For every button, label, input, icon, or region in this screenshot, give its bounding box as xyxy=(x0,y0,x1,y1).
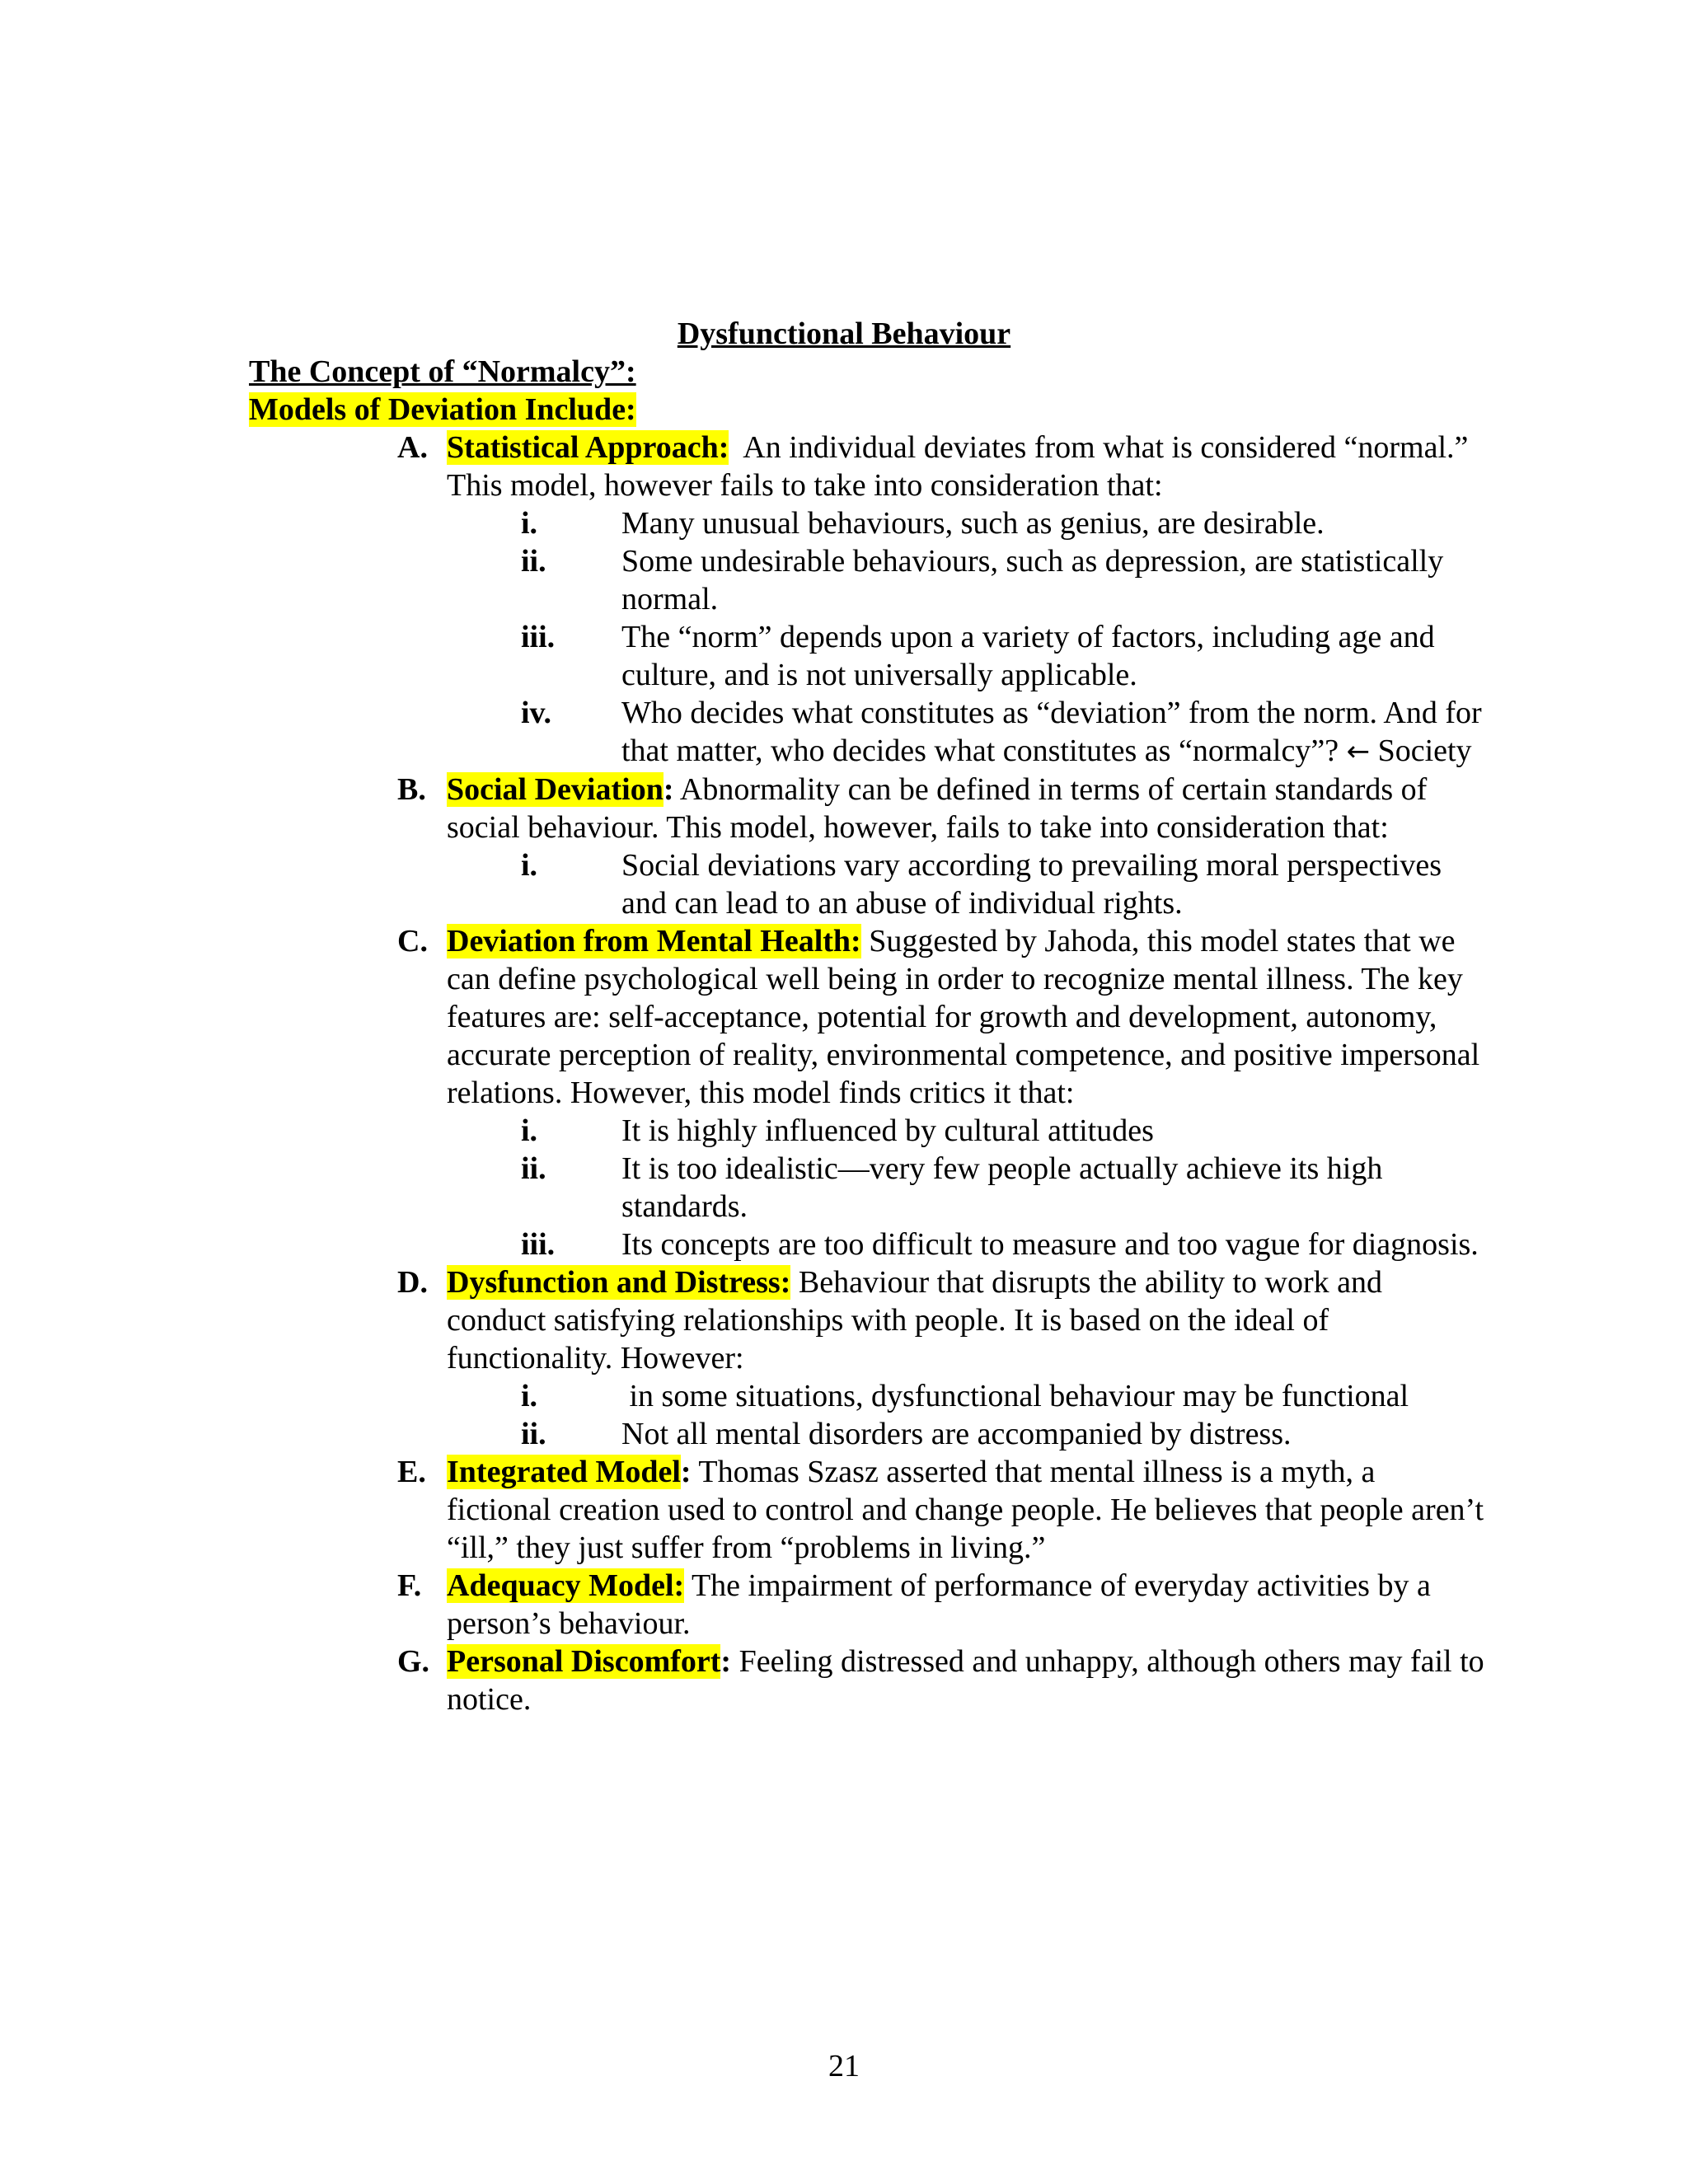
sub-point-text: The “norm” depends upon a variety of factors, including age and culture, and is not universally applicable. xyxy=(621,620,1443,692)
sub-point-number: ii. xyxy=(521,544,546,579)
sub-point xyxy=(397,694,1490,771)
model-label: Dysfunction and Distress: xyxy=(447,1265,791,1300)
model-letter: F. xyxy=(397,1568,422,1603)
page-number: 21 xyxy=(828,2049,860,2083)
model-letter: E. xyxy=(397,1455,426,1489)
sub-point xyxy=(397,1226,1485,1263)
model-label-colon: : xyxy=(720,1644,732,1679)
model-item xyxy=(397,922,1488,1112)
sub-point-number: i. xyxy=(521,848,538,883)
model-label-colon: : xyxy=(680,1455,692,1489)
sub-point-answer: Society xyxy=(1370,733,1472,768)
sub-point xyxy=(397,542,1485,618)
sub-point-text: It is too idealistic—very few people actually achieve its high standards. xyxy=(621,1151,1390,1224)
model-description: Thomas Szasz asserted that mental illness is a myth, a fictional creation used to control and change people. He believes that people aren’t “ill,” they just suffer from “problems in living.” xyxy=(447,1455,1492,1565)
model-letter: D. xyxy=(397,1265,428,1300)
model-description: Behaviour that disrupts the ability to work and conduct satisfying relationships with people. It is based on the ideal of functionality. However: xyxy=(447,1265,1390,1376)
model-letter: B. xyxy=(397,772,426,807)
sub-point-number: iii. xyxy=(521,1227,556,1262)
sub-point-number: i. xyxy=(521,1379,538,1413)
models-list xyxy=(397,429,1493,1718)
model-label: Statistical Approach: xyxy=(447,430,729,465)
model-description: The impairment of performance of everyday activities by a person’s behaviour. xyxy=(447,1568,1439,1641)
model-label: Integrated Model xyxy=(447,1455,681,1489)
sub-point-number: iv. xyxy=(521,696,551,730)
model-item xyxy=(397,1453,1492,1567)
sub-point xyxy=(397,1415,1485,1453)
model-item xyxy=(397,1263,1485,1377)
sub-point-number: ii. xyxy=(521,1417,546,1451)
sub-point-number: i. xyxy=(521,506,538,541)
model-item xyxy=(397,429,1485,504)
page-title: Dysfunctional Behaviour xyxy=(677,316,1011,351)
sub-point-text: Its concepts are too difficult to measure and too vague for diagnosis. xyxy=(621,1227,1479,1262)
model-item xyxy=(397,1643,1493,1718)
sub-point-text: Social deviations vary according to prevailing moral perspectives and can lead to an abuse of individual rights. xyxy=(621,848,1450,921)
model-description: An individual deviates from what is considered “normal.” This model, however fails to take into consideration that: xyxy=(447,430,1476,503)
sub-point xyxy=(397,1112,1485,1150)
model-item xyxy=(397,1567,1485,1643)
sub-point xyxy=(397,1377,1485,1415)
model-letter: C. xyxy=(397,924,428,958)
sub-point-number: iii. xyxy=(521,620,556,654)
model-label: Social Deviation xyxy=(447,772,663,807)
sub-point-number: i. xyxy=(521,1113,538,1148)
sub-point xyxy=(397,618,1485,694)
sub-point xyxy=(397,504,1485,542)
model-label-colon: : xyxy=(663,772,674,807)
sub-point-number: ii. xyxy=(521,1151,546,1186)
sub-point-text: Many unusual behaviours, such as genius, are desirable. xyxy=(621,506,1325,541)
model-item xyxy=(397,771,1485,846)
sub-point-text: Who decides what constitutes as “deviation” from the norm. And for that matter, who decides what constitutes as “normalcy”? xyxy=(621,696,1490,768)
model-label: Personal Discomfort xyxy=(447,1644,721,1679)
model-letter: A. xyxy=(397,430,428,465)
concept-heading: The Concept of “Normalcy”: xyxy=(249,354,636,389)
model-label: Deviation from Mental Health: xyxy=(447,924,861,958)
sub-point-text: in some situations, dysfunctional behaviour may be functional xyxy=(621,1379,1409,1413)
models-heading-text: Models of Deviation Include: xyxy=(249,392,636,427)
model-description: Feeling distressed and unhappy, although others may fail to notice. xyxy=(447,1644,1493,1717)
sub-point-text: Some undesirable behaviours, such as depression, are statistically normal. xyxy=(621,544,1451,616)
sub-point xyxy=(397,846,1485,922)
model-description: Suggested by Jahoda, this model states that we can define psychological well being in order to recognize mental illness. The key features are: self-acceptance, potential for growth and development, autonomy, accurate perception of reality, environmental competence, and positive impersonal relations. However, this model finds critics it that: xyxy=(447,924,1488,1110)
left-arrow-icon: ← xyxy=(1346,735,1371,768)
model-label: Adequacy Model: xyxy=(447,1568,685,1603)
models-heading xyxy=(249,391,636,429)
sub-point xyxy=(397,1150,1485,1226)
model-description: Abnormality can be defined in terms of certain standards of social behaviour. This model, however, fails to take into consideration that: xyxy=(447,772,1435,845)
model-letter: G. xyxy=(397,1644,430,1679)
sub-point-text: It is highly influenced by cultural attitudes xyxy=(621,1113,1154,1148)
sub-point-text: Not all mental disorders are accompanied by distress. xyxy=(621,1417,1292,1451)
